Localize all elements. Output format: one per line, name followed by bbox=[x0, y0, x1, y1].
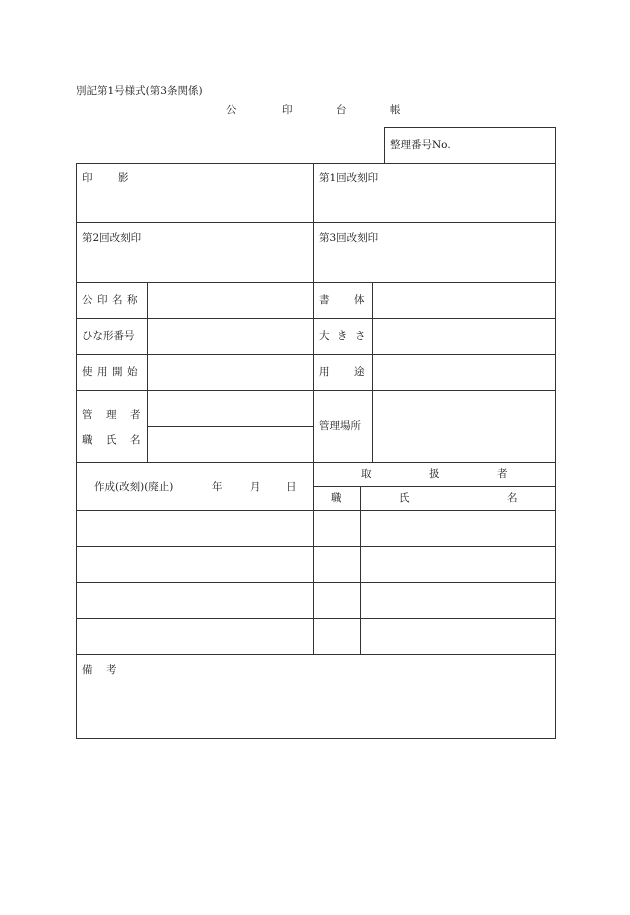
label-char: 体 bbox=[354, 294, 365, 306]
month-label: 月 bbox=[250, 481, 261, 493]
label-char: き bbox=[337, 330, 348, 342]
label-char: 始 bbox=[127, 366, 138, 378]
label-char: 氏 bbox=[399, 492, 410, 504]
day-label: 日 bbox=[286, 481, 297, 493]
label-char: 取 bbox=[361, 468, 372, 480]
title-char: 帳 bbox=[390, 104, 401, 116]
form-reference: 別記第1号様式(第3条関係) bbox=[76, 85, 203, 97]
label-char: 大 bbox=[319, 330, 330, 342]
position-label: 職 bbox=[331, 492, 342, 504]
storage-label: 管理場所 bbox=[319, 420, 361, 432]
template-no-label: ひな形番号 bbox=[82, 330, 135, 342]
label-char: 公 bbox=[82, 294, 93, 306]
label-char: 管 bbox=[82, 409, 93, 421]
label-char: 者 bbox=[497, 468, 508, 480]
recarve2-label: 第2回改刻印 bbox=[82, 232, 142, 244]
label-char: 使 bbox=[82, 366, 93, 378]
recarve3-label: 第3回改刻印 bbox=[319, 232, 379, 244]
label-char: 氏 bbox=[106, 434, 117, 446]
impression-char: 影 bbox=[118, 172, 129, 184]
label-char: 理 bbox=[106, 409, 117, 421]
label-char: 用 bbox=[97, 366, 108, 378]
label-char: 考 bbox=[106, 664, 117, 676]
recarve1-label: 第1回改刻印 bbox=[319, 172, 379, 184]
label-char: 書 bbox=[319, 294, 330, 306]
title-char: 印 bbox=[282, 104, 293, 116]
title-char: 台 bbox=[336, 104, 347, 116]
label-char: 途 bbox=[354, 366, 365, 378]
label-char: 開 bbox=[112, 366, 123, 378]
label-char: 扱 bbox=[429, 468, 440, 480]
label-char: 職 bbox=[82, 434, 93, 446]
number-label: 整理番号No. bbox=[390, 139, 451, 151]
label-char: 者 bbox=[130, 409, 141, 421]
impression-char: 印 bbox=[82, 172, 93, 184]
label-char: 名 bbox=[130, 434, 141, 446]
label-char: 名 bbox=[112, 294, 123, 306]
label-char: 用 bbox=[319, 366, 330, 378]
label-char: さ bbox=[355, 330, 366, 342]
year-label: 年 bbox=[212, 481, 223, 493]
label-char: 称 bbox=[127, 294, 138, 306]
created-label: 作成(改刻)(廃止) bbox=[94, 481, 174, 493]
label-char: 備 bbox=[82, 664, 93, 676]
title-char: 公 bbox=[226, 104, 237, 116]
label-char: 名 bbox=[507, 492, 518, 504]
label-char: 印 bbox=[97, 294, 108, 306]
